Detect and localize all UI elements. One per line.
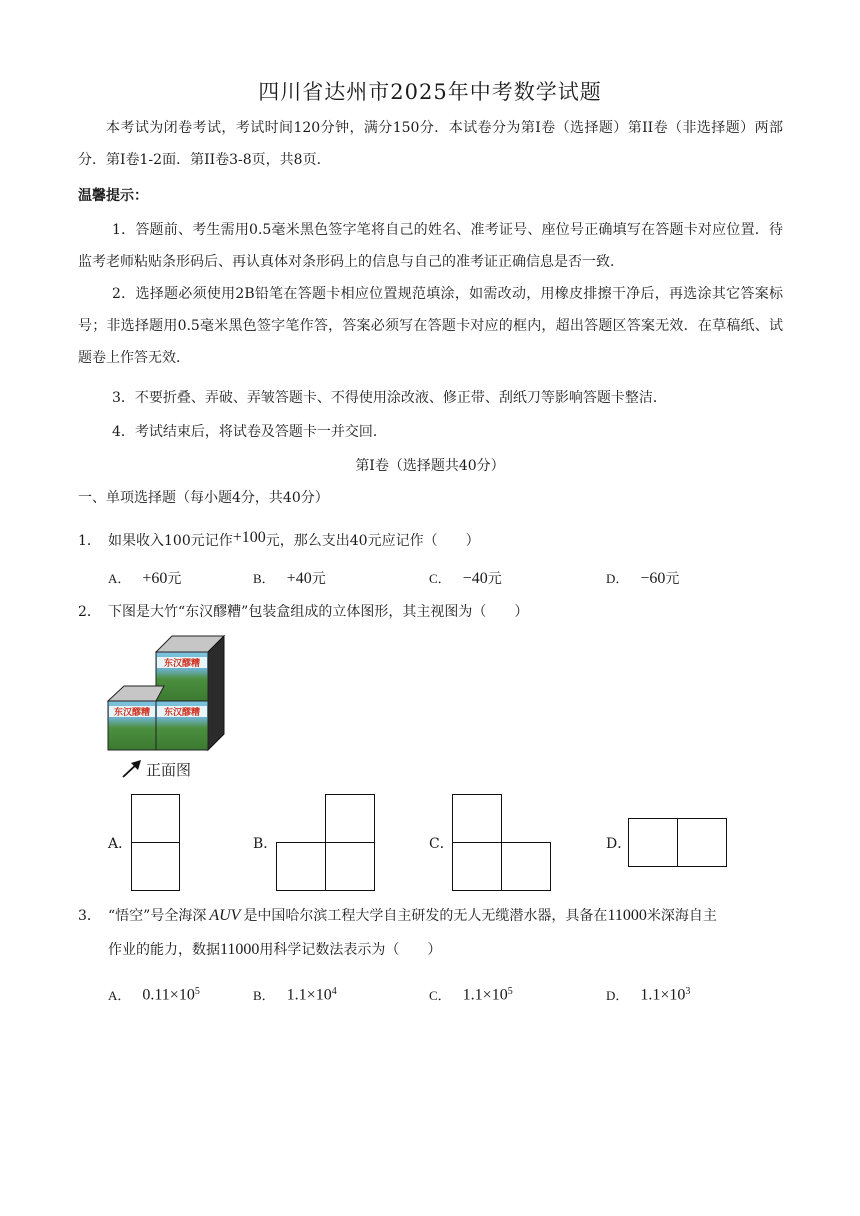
question-number: 2．: [78, 604, 101, 620]
part-heading: 第I卷（选择题共40分）: [355, 458, 505, 474]
math-expression: AUV: [209, 907, 241, 924]
option-label: A．: [108, 987, 131, 1003]
option-value: −40: [462, 570, 488, 587]
math-expression: 11000: [607, 907, 647, 924]
q3-option-a[interactable]: [108, 980, 200, 1008]
question-number: 1．: [78, 533, 101, 549]
option-exponent: 5: [507, 986, 513, 997]
q2-option-b-figure[interactable]: [276, 794, 376, 892]
box-label: 东汉醪糟: [163, 708, 201, 718]
q2-option-d-label[interactable]: D．: [606, 836, 632, 852]
option-value: 1.1×10: [640, 986, 686, 1004]
question-3-line2: [108, 938, 441, 962]
q2-option-a-label[interactable]: A．: [108, 836, 133, 852]
q1-option-c[interactable]: [429, 568, 502, 590]
question-text: 如果收入100元记作: [108, 533, 233, 549]
option-value: 1.1×10: [286, 986, 332, 1004]
box-label: 东汉醪糟: [113, 708, 151, 718]
question-text: 下图是大竹“东汉醪糟”包装盒组成的立体图形，其主视图为（ ）: [108, 604, 529, 620]
tip-2: 2．选择题必须使用2B铅笔在答题卡相应位置规范填涂，如需改动，用橡皮排擦干净后，再选涂其它答案标号；非选择题用0.5毫米黑色签字笔作答，答案必须写在答题卡对应的框内，超出答题区答案无效．在草稿纸、试题卷上作答无效．: [78, 286, 783, 366]
option-label: C．: [429, 987, 451, 1003]
option-label: B．: [253, 987, 275, 1003]
front-view-label: 正面图: [146, 761, 192, 779]
page-title: 四川省达州市2025年中考数学试题: [258, 80, 602, 104]
option-value: +40: [286, 570, 312, 587]
option-unit: 元: [167, 571, 182, 587]
q2-option-c-label[interactable]: C．: [429, 836, 454, 852]
question-text: 元，那么支出40元应记作（ ）: [265, 533, 480, 549]
question-3: [78, 904, 717, 928]
question-text: 作业的能力，数据: [108, 942, 220, 958]
question-1: [78, 530, 480, 552]
option-value: 0.11×10: [142, 986, 195, 1004]
tip-4: 4．考试结束后，将试卷及答题卡一并交回．: [112, 424, 387, 440]
q2-option-b-label[interactable]: B．: [253, 836, 278, 852]
intro-paragraph: 本考试为闭卷考试，考试时间120分钟，满分150分．本试卷分为第I卷（选择题）第II卷（非选择题）两部分．第I卷1-2面．第II卷3-8页，共8页．: [78, 120, 783, 168]
option-unit: 元: [487, 571, 502, 587]
option-label: D．: [606, 987, 629, 1003]
math-expression: 11000: [220, 941, 260, 958]
arrow-icon: [120, 758, 144, 780]
box-top: [108, 686, 164, 701]
option-label: A．: [108, 571, 131, 586]
q1-option-b[interactable]: [253, 568, 326, 590]
option-exponent: 3: [685, 986, 691, 997]
q3-option-b[interactable]: [253, 980, 337, 1008]
option-exponent: 5: [194, 986, 200, 997]
question-text: 是中国哈尔滨工程大学自主研发的无人无缆潜水器，具备在: [243, 908, 608, 924]
q1-option-a[interactable]: [108, 568, 181, 590]
question-text: 用科学记数法表示为（ ）: [259, 942, 442, 958]
option-unit: 元: [311, 571, 326, 587]
question-2: [78, 601, 528, 623]
q2-option-c-figure[interactable]: [452, 794, 552, 892]
q3-option-c[interactable]: [429, 980, 513, 1008]
tips-heading: 温馨提示：: [78, 188, 148, 204]
tip-1: 1．答题前、考生需用0.5毫米黑色签字笔将自己的姓名、准考证号、座位号正确填写在答题卡对应位置．待监考老师粘贴条形码后、再认真体对条形码上的信息与自己的准考证正确信息是否一致．: [78, 222, 783, 270]
option-label: C．: [429, 571, 451, 586]
q2-option-a-figure[interactable]: [131, 794, 181, 892]
tip-3: 3．不要折叠、弄破、弄皱答题卡、不得使用涂改液、修正带、刮纸刀等影响答题卡整洁．: [112, 390, 667, 406]
question-text: “悟空”号全海深: [108, 908, 207, 924]
question-text: 米深海自主: [646, 908, 717, 924]
box-side: [208, 636, 224, 750]
option-unit: 元: [665, 571, 680, 587]
option-value: +60: [142, 570, 168, 587]
option-label: D．: [606, 571, 629, 586]
box-stack-figure: [100, 632, 230, 757]
q3-option-d[interactable]: [606, 980, 690, 1008]
q1-option-d[interactable]: [606, 568, 679, 590]
option-label: B．: [253, 571, 275, 586]
option-exponent: 4: [331, 986, 337, 997]
question-number: 3．: [78, 908, 101, 924]
box-label: 东汉醪糟: [163, 659, 201, 669]
option-value: −60: [640, 570, 666, 587]
section-heading: 一、单项选择题（每小题4分，共40分）: [78, 490, 329, 506]
q2-option-d-figure[interactable]: [628, 818, 728, 868]
option-value: 1.1×10: [462, 986, 508, 1004]
math-expression: +100: [232, 529, 266, 546]
